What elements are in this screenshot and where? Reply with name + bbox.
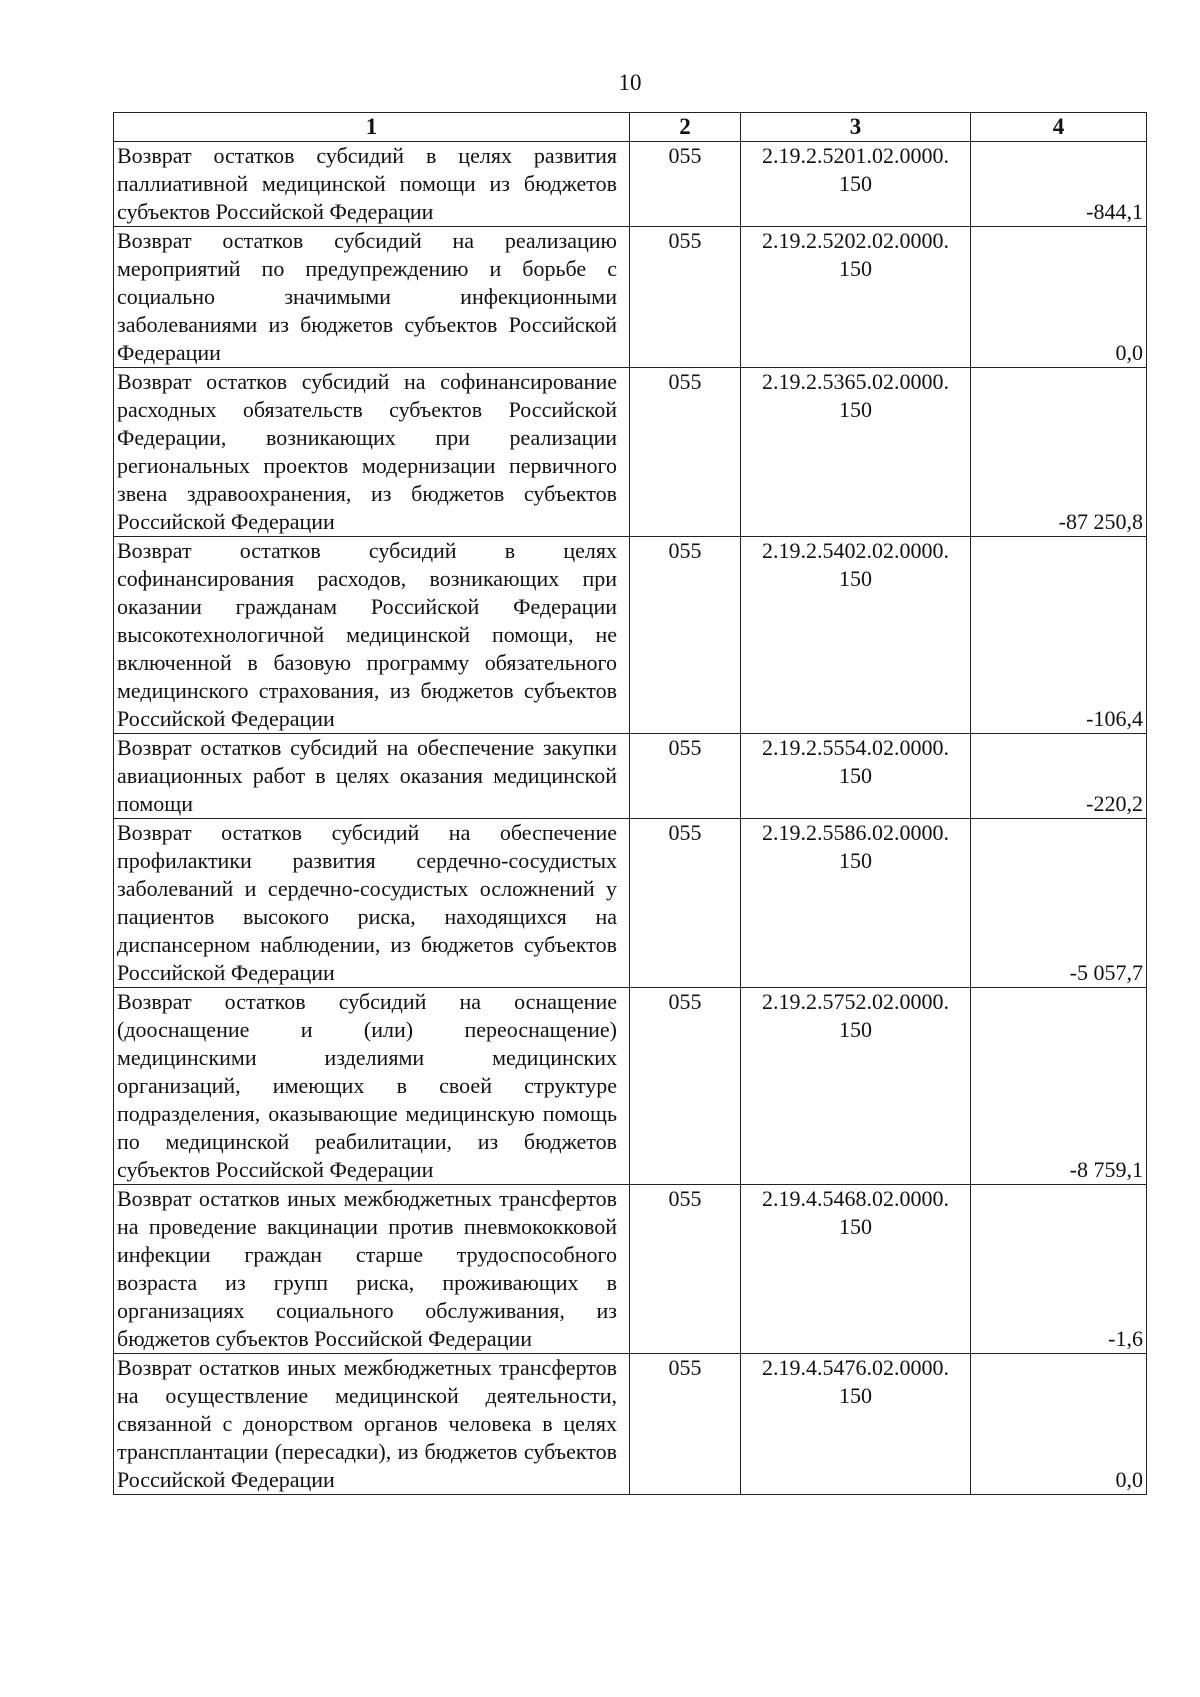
row-amount: -844,1 <box>971 142 1147 227</box>
row-description: Возврат остатков субсидий в целях софинансирования расходов, возникающих при оказании гражданам Российской Федерации высокотехнологичной медицинской помощи, не включенной в базовую программу обязательного медицинского страхования, из бюджетов субъектов Российской Федерации <box>114 537 630 734</box>
budget-code-line: 2.19.4.5468.02.0000. <box>762 1186 949 1211</box>
table-row <box>114 1354 1147 1495</box>
table-header-row <box>114 113 1147 142</box>
budget-code-line: 2.19.2.5752.02.0000. <box>762 989 949 1014</box>
row-budget-code <box>741 537 971 734</box>
row-amount: -106,4 <box>971 537 1147 734</box>
row-admin-code: 055 <box>630 368 741 537</box>
budget-code-suffix: 150 <box>839 848 872 873</box>
column-header: 1 <box>114 113 630 142</box>
row-amount: -8 759,1 <box>971 988 1147 1185</box>
column-header: 2 <box>630 113 741 142</box>
row-description: Возврат остатков иных межбюджетных трансфертов на осуществление медицинской деятельности, связанной с донорством органов человека в целях трансплантации (пересадки), из бюджетов субъектов Российской Федерации <box>114 1354 630 1495</box>
row-budget-code <box>741 227 971 368</box>
row-admin-code: 055 <box>630 142 741 227</box>
table-row <box>114 819 1147 988</box>
row-amount: -220,2 <box>971 734 1147 819</box>
budget-code-line: 2.19.2.5586.02.0000. <box>762 820 949 845</box>
row-amount: -1,6 <box>971 1185 1147 1354</box>
budget-code-suffix: 150 <box>839 256 872 281</box>
budget-code-suffix: 150 <box>839 1383 872 1408</box>
column-header: 3 <box>741 113 971 142</box>
table-row <box>114 142 1147 227</box>
row-budget-code <box>741 368 971 537</box>
budget-table <box>113 112 1147 1495</box>
row-admin-code: 055 <box>630 1354 741 1495</box>
row-description: Возврат остатков субсидий на обеспечение закупки авиационных работ в целях оказания медицинской помощи <box>114 734 630 819</box>
row-budget-code <box>741 819 971 988</box>
row-admin-code: 055 <box>630 1185 741 1354</box>
table-row <box>114 537 1147 734</box>
budget-code-line: 2.19.2.5554.02.0000. <box>762 735 949 760</box>
budget-code-line: 2.19.2.5202.02.0000. <box>762 228 949 253</box>
row-admin-code: 055 <box>630 988 741 1185</box>
budget-code-suffix: 150 <box>839 566 872 591</box>
budget-code-line: 2.19.2.5365.02.0000. <box>762 369 949 394</box>
row-amount: 0,0 <box>971 1354 1147 1495</box>
budget-code-suffix: 150 <box>839 397 872 422</box>
budget-code-line: 2.19.2.5201.02.0000. <box>762 143 949 168</box>
budget-code-line: 2.19.4.5476.02.0000. <box>762 1355 949 1380</box>
table-row <box>114 988 1147 1185</box>
row-admin-code: 055 <box>630 227 741 368</box>
budget-code-suffix: 150 <box>839 171 872 196</box>
row-admin-code: 055 <box>630 819 741 988</box>
column-header: 4 <box>971 113 1147 142</box>
row-admin-code: 055 <box>630 537 741 734</box>
row-budget-code <box>741 1185 971 1354</box>
row-amount: -5 057,7 <box>971 819 1147 988</box>
row-admin-code: 055 <box>630 734 741 819</box>
table-row <box>114 734 1147 819</box>
row-budget-code <box>741 988 971 1185</box>
page-number: 10 <box>618 70 642 95</box>
row-description: Возврат остатков субсидий на оснащение (дооснащение и (или) переоснащение) медицинскими изделиями медицинских организаций, имеющих в своей структуре подразделения, оказывающие медицинскую помощь по медицинской реабилитации, из бюджетов субъектов Российской Федерации <box>114 988 630 1185</box>
table-row <box>114 1185 1147 1354</box>
table-row <box>114 227 1147 368</box>
row-description: Возврат остатков субсидий на реализацию мероприятий по предупреждению и борьбе с социально значимыми инфекционными заболеваниями из бюджетов субъектов Российской Федерации <box>114 227 630 368</box>
row-budget-code <box>741 1354 971 1495</box>
budget-code-suffix: 150 <box>839 1214 872 1239</box>
budget-code-suffix: 150 <box>839 1017 872 1042</box>
row-description: Возврат остатков иных межбюджетных трансфертов на проведение вакцинации против пневмококковой инфекции граждан старше трудоспособного возраста из групп риска, проживающих в организациях социального обслуживания, из бюджетов субъектов Российской Федерации <box>114 1185 630 1354</box>
budget-code-suffix: 150 <box>839 763 872 788</box>
row-budget-code <box>741 142 971 227</box>
row-description: Возврат остатков субсидий на софинансирование расходных обязательств субъектов Российской Федерации, возникающих при реализации региональных проектов модернизации первичного звена здравоохранения, из бюджетов субъектов Российской Федерации <box>114 368 630 537</box>
row-amount: 0,0 <box>971 227 1147 368</box>
table-row <box>114 368 1147 537</box>
row-description: Возврат остатков субсидий на обеспечение профилактики развития сердечно-сосудистых заболеваний и сердечно-сосудистых осложнений у пациентов высокого риска, находящихся на диспансерном наблюдении, из бюджетов субъектов Российской Федерации <box>114 819 630 988</box>
budget-code-line: 2.19.2.5402.02.0000. <box>762 538 949 563</box>
row-amount: -87 250,8 <box>971 368 1147 537</box>
row-description: Возврат остатков субсидий в целях развития паллиативной медицинской помощи из бюджетов субъектов Российской Федерации <box>114 142 630 227</box>
row-budget-code <box>741 734 971 819</box>
